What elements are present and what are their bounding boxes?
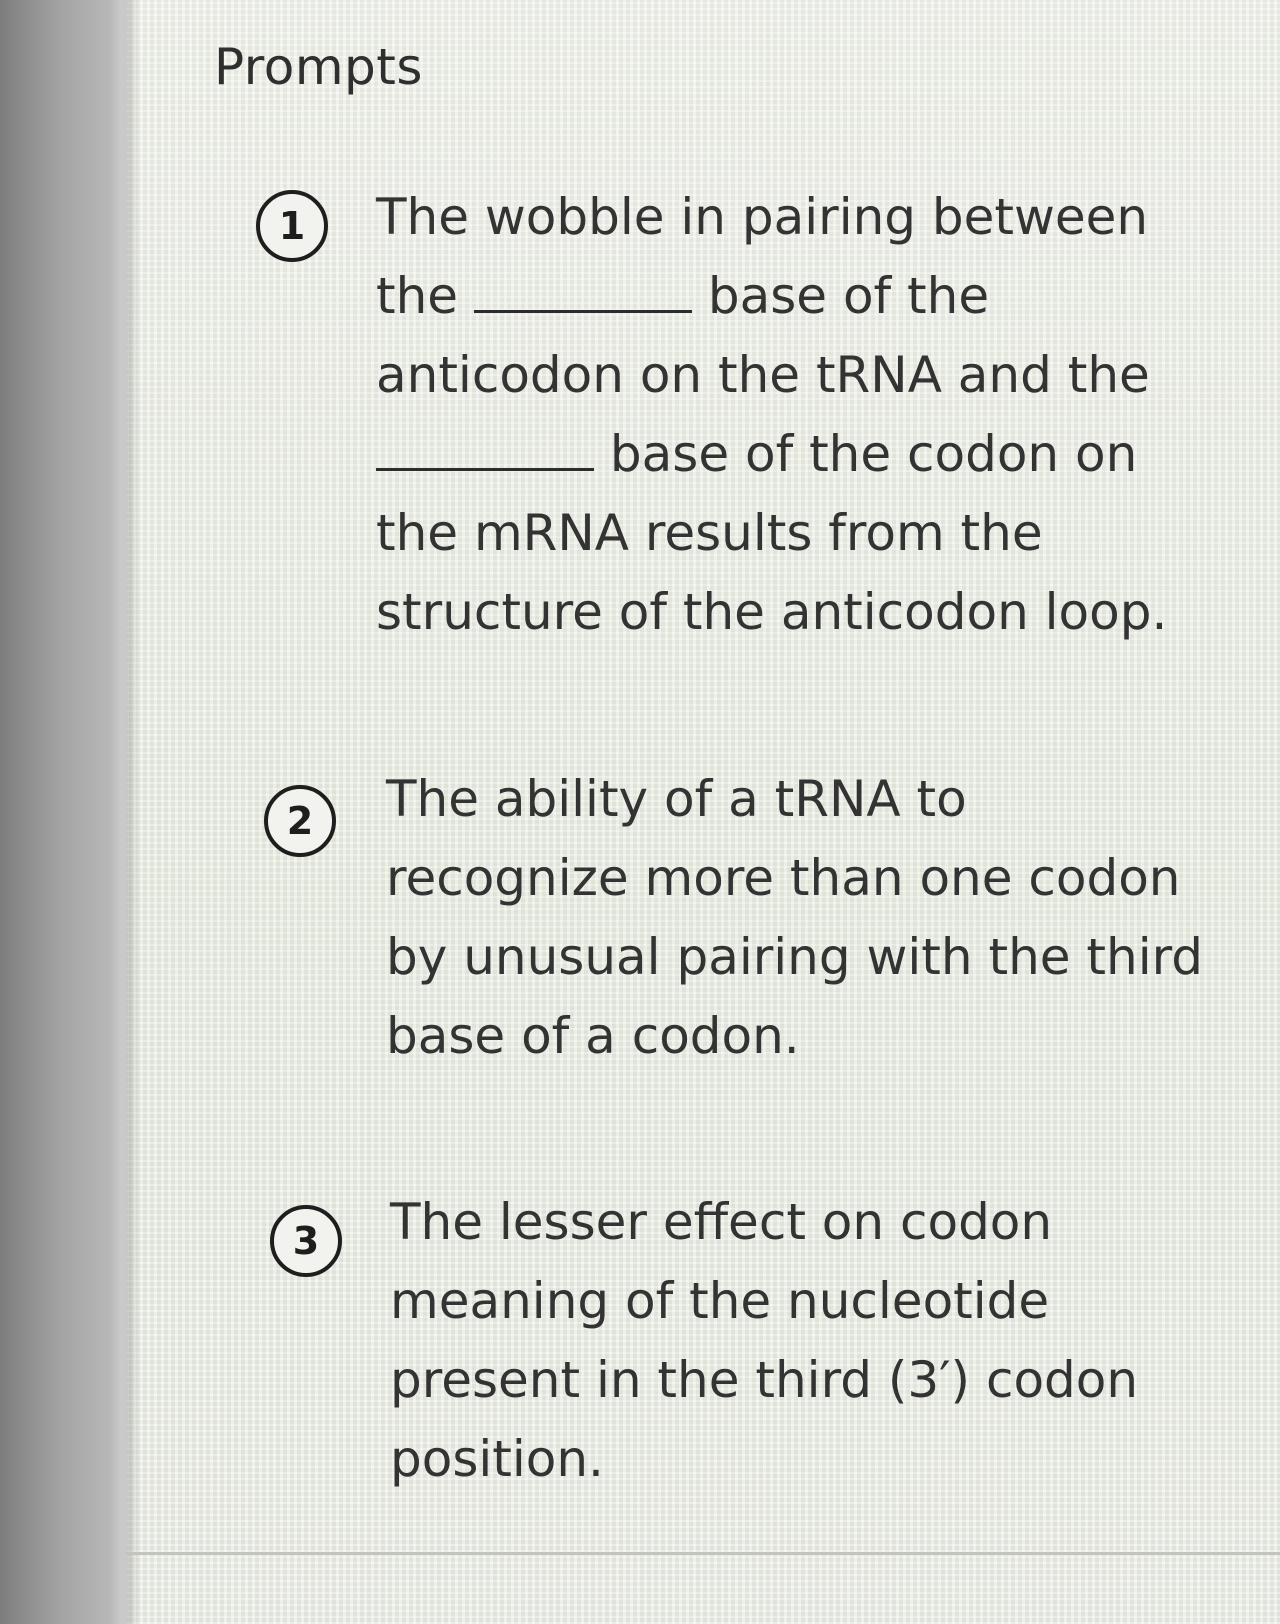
page-title: Prompts: [214, 38, 423, 96]
prompt-number-badge: 2: [264, 785, 336, 857]
prompt-text-part: base of the codon on the mRNA results from the structure of the anticodon loop.: [376, 425, 1168, 641]
prompt-text: [376, 178, 1196, 652]
fill-blank: [376, 434, 594, 471]
panel-edge-shadow: [126, 0, 140, 1624]
prompt-text: The lesser effect on codon meaning of the nucleotide present in the third (3′) codon position.: [390, 1193, 1139, 1488]
prompt-text-part: The wobble in pairing between the: [376, 188, 1149, 325]
prompt-text-part: base of the anticodon on the tRNA and the: [376, 267, 1150, 404]
fill-blank: [474, 276, 692, 313]
prompt-number-badge: 1: [256, 190, 328, 262]
prompt-text: The ability of a tRNA to recognize more than one codon by unusual pairing with the third base of a codon.: [386, 770, 1204, 1065]
bottom-divider: [126, 1552, 1280, 1555]
prompt-number-badge: 3: [270, 1205, 342, 1277]
prompts-panel: [126, 0, 1280, 1624]
